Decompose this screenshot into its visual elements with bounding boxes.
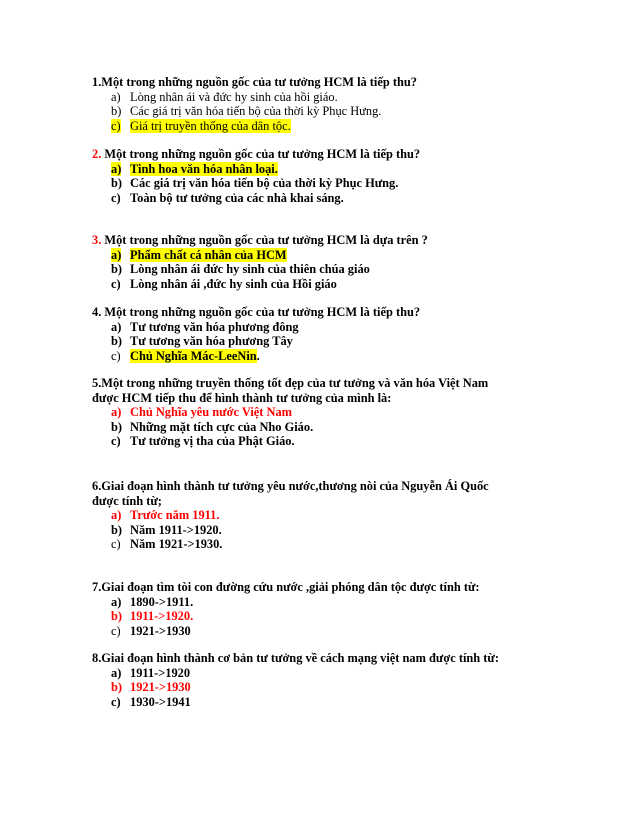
question-block	[92, 651, 552, 709]
question-number: 5.	[92, 376, 102, 390]
question-line: Một trong những nguồn gốc của tư tưởng HCM là dựa trên ?	[101, 233, 428, 247]
answer-option	[92, 334, 552, 349]
option-label: c)	[111, 118, 121, 133]
question-line: được tính từ;	[92, 493, 162, 508]
option-text: Năm 1911->1920.	[130, 522, 222, 537]
question-text	[92, 494, 552, 509]
question-block	[92, 233, 552, 291]
option-text: Tư tương văn hóa phương đông	[130, 319, 299, 334]
question-text	[92, 391, 552, 406]
option-text: Lòng nhân ái và đức hy sinh của hồi giáo.	[130, 89, 338, 104]
option-text: Lòng nhân ái đức hy sinh của thiên chúa giáo	[130, 262, 370, 276]
option-label: a)	[111, 508, 122, 522]
question-text	[92, 233, 552, 248]
option-label: b)	[111, 609, 123, 623]
answer-option	[92, 609, 552, 624]
option-label: a)	[111, 89, 121, 104]
answer-option	[92, 104, 552, 119]
question-block	[92, 305, 552, 363]
question-number: 4.	[92, 305, 102, 319]
option-label: b)	[111, 104, 122, 118]
question-text	[92, 305, 552, 320]
answer-option	[92, 176, 552, 191]
question-line: Một trong những nguồn gốc của tư tưởng HCM là tiếp thu?	[101, 75, 417, 89]
option-text: Trước năm 1911.	[130, 508, 220, 522]
answer-option	[92, 523, 552, 538]
answer-option	[92, 349, 552, 364]
answer-option	[92, 262, 552, 277]
question-block	[92, 580, 552, 638]
answer-option	[92, 191, 552, 206]
option-text: Chủ Nghĩa yêu nước Việt Nam	[130, 405, 292, 419]
option-text: 1930->1941	[130, 694, 191, 709]
answer-option	[92, 90, 552, 105]
question-block	[92, 147, 552, 205]
option-text: Tinh hoa văn hóa nhân loại.	[130, 161, 278, 176]
option-label: a)	[111, 405, 122, 419]
question-line: Giai đoạn hình thành tư tưởng yêu nước,thương nòi của Nguyễn Ái Quốc	[101, 479, 489, 493]
option-text: Phẩm chất cá nhân của HCM	[130, 247, 287, 262]
question-text	[92, 651, 552, 666]
option-label: c)	[111, 348, 121, 363]
option-text: Những mặt tích cực của Nho Giáo.	[130, 419, 314, 434]
option-text: Chủ Nghĩa Mác-LeeNin	[130, 348, 257, 363]
answer-option	[92, 695, 552, 710]
option-label: c)	[111, 537, 121, 551]
option-text: Toàn bộ tư tưởng của các nhà khai sáng.	[130, 190, 344, 205]
question-line: Giai đoạn hình thành cơ bản tư tưởng về cách mạng việt nam được tính từ:	[101, 651, 499, 665]
option-text: 1911->1920.	[130, 609, 194, 623]
question-line: Một trong những truyền thống tốt đẹp của tư tưởng và văn hóa Việt Nam	[101, 376, 489, 390]
option-label: a)	[111, 594, 122, 609]
question-text	[92, 147, 552, 162]
option-label: b)	[111, 522, 123, 537]
question-line: được HCM tiếp thu để hình thành tư tưởng của mình là:	[92, 390, 392, 405]
answer-option	[92, 624, 552, 639]
option-label: a)	[111, 319, 122, 334]
answer-option	[92, 119, 552, 134]
question-number: 8.	[92, 651, 102, 665]
option-suffix: .	[256, 348, 260, 363]
question-line: Giai đoạn tìm tòi con đường cứu nước ,giải phóng dân tộc được tính từ:	[101, 580, 480, 594]
answer-option	[92, 277, 552, 292]
answer-option	[92, 162, 552, 177]
question-text	[92, 479, 552, 494]
question-text	[92, 376, 552, 391]
option-label: a)	[111, 161, 122, 176]
question-number: 7.	[92, 580, 102, 594]
option-label: a)	[111, 665, 122, 680]
option-text: Giá trị truyền thống của dân tộc.	[130, 118, 291, 133]
question-text	[92, 580, 552, 595]
option-label: b)	[111, 419, 123, 434]
answer-option	[92, 595, 552, 610]
option-label: c)	[111, 434, 121, 448]
question-text	[92, 75, 552, 90]
answer-option	[92, 666, 552, 681]
question-line: Một trong những nguồn gốc của tư tưởng HCM là tiếp thu?	[101, 147, 421, 161]
answer-option	[92, 405, 552, 420]
answer-option	[92, 434, 552, 449]
option-label: b)	[111, 680, 123, 694]
option-text: Năm 1921->1930.	[130, 537, 223, 551]
answer-option	[92, 320, 552, 335]
question-number: 6.	[92, 479, 102, 493]
option-label: c)	[111, 623, 121, 638]
option-label: b)	[111, 334, 123, 348]
answer-option	[92, 680, 552, 695]
option-text: Các giá trị văn hóa tiến bộ của thời kỳ Phục Hưng.	[130, 104, 382, 118]
option-label: a)	[111, 247, 122, 262]
option-text: Tư tương văn hóa phương Tây	[130, 334, 293, 348]
option-text: Lòng nhân ái ,đức hy sinh của Hồi giáo	[130, 276, 337, 291]
question-number: 3.	[92, 233, 102, 247]
answer-option	[92, 420, 552, 435]
option-text: 1890->1911.	[130, 594, 194, 609]
option-text: Các giá trị văn hóa tiến bộ của thời kỳ Phục Hưng.	[130, 176, 399, 190]
option-text: Tư tưởng vị tha của Phật Giáo.	[130, 434, 295, 448]
option-text: 1921->1930	[130, 680, 191, 694]
question-number: 2.	[92, 147, 102, 161]
answer-option	[92, 248, 552, 263]
question-block	[92, 75, 552, 133]
option-label: c)	[111, 276, 121, 291]
option-label: b)	[111, 176, 123, 190]
answer-option	[92, 508, 552, 523]
option-label: b)	[111, 262, 123, 276]
option-text: 1921->1930	[130, 623, 191, 638]
answer-option	[92, 537, 552, 552]
question-block	[92, 376, 552, 449]
question-block	[92, 479, 552, 552]
question-line: Một trong những nguồn gốc của tư tưởng HCM là tiếp thu?	[101, 305, 421, 319]
option-text: 1911->1920	[130, 665, 191, 680]
option-label: c)	[111, 694, 121, 709]
question-number: 1.	[92, 75, 102, 89]
option-label: c)	[111, 190, 121, 205]
